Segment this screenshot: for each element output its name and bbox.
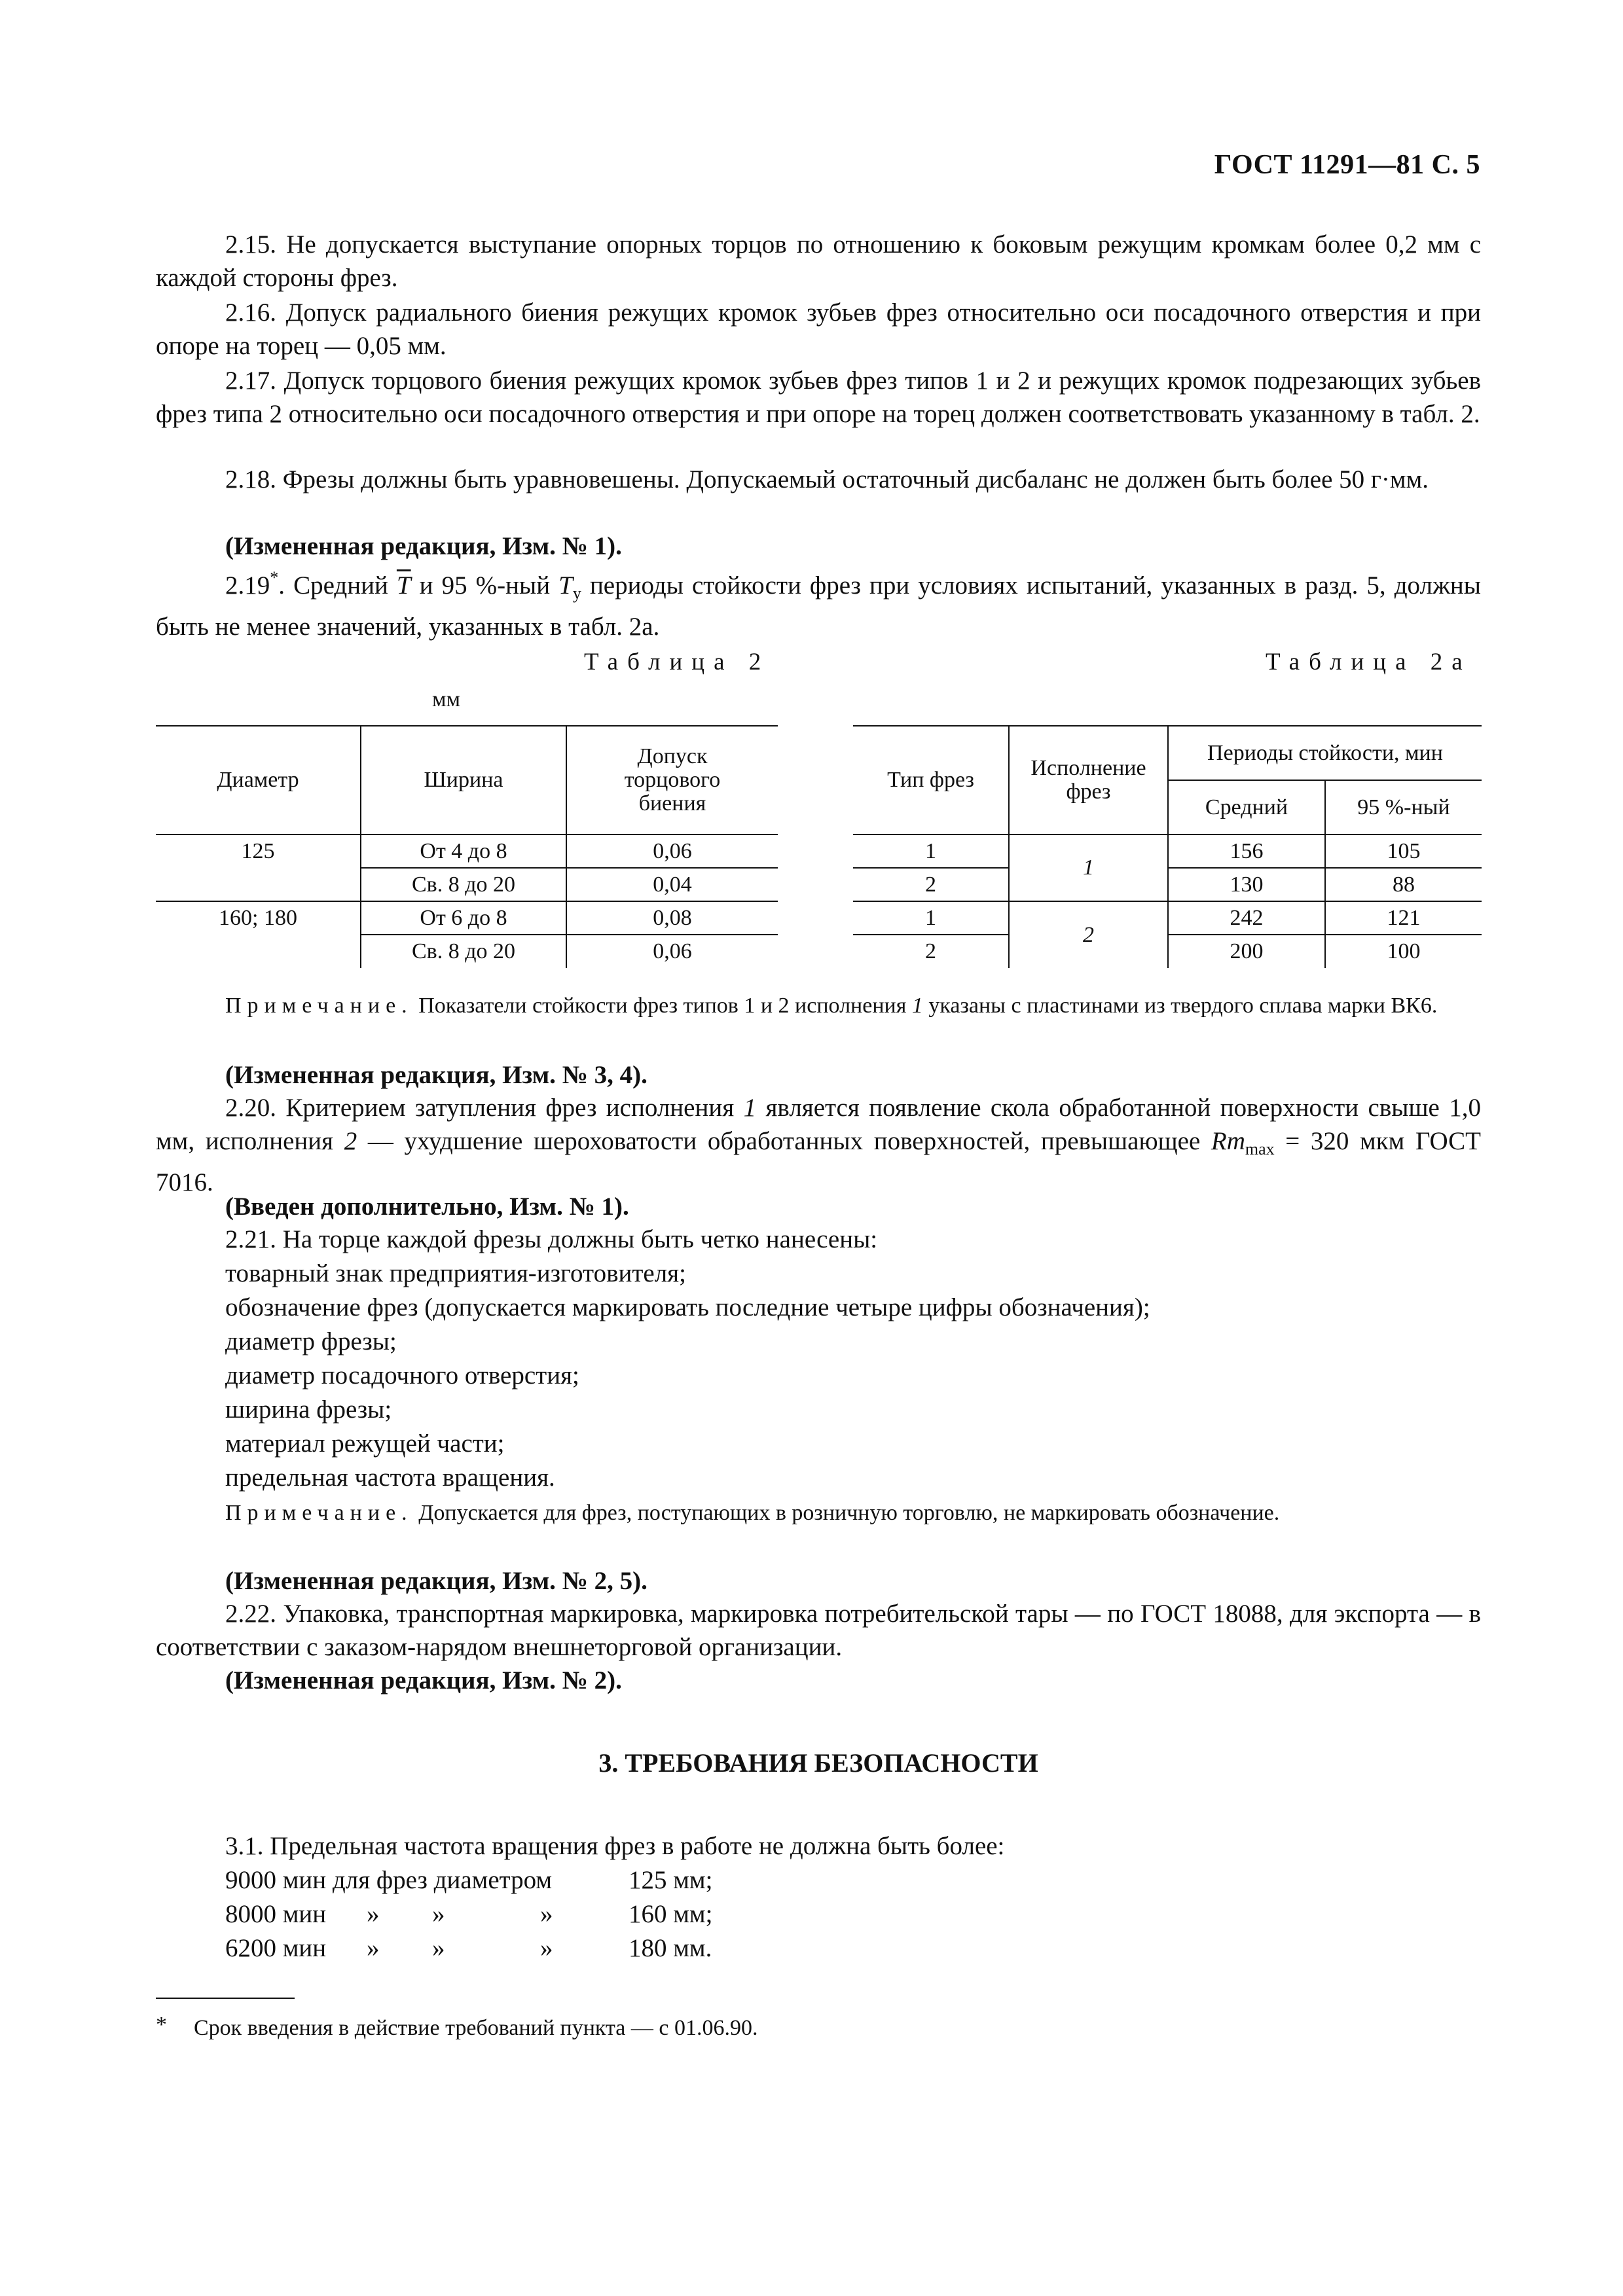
ditto-mark: »	[367, 1934, 380, 1962]
list-item: обозначение фрез (допускается маркировать последние четыре цифры обозначения);	[225, 1293, 1150, 1321]
table-2-caption: Таблица 2	[584, 649, 771, 675]
table-cell: Св. 8 до 20	[361, 935, 566, 968]
table-cell	[156, 935, 361, 968]
clause-3-1: 3.1. Предельная частота вращения фрез в работе не должна быть более:	[225, 1832, 1005, 1860]
section-heading: 3. ТРЕБОВАНИЯ БЕЗОПАСНОСТИ	[598, 1748, 1038, 1778]
amendment-note: (Измененная редакция, Изм. № 2).	[225, 1666, 622, 1695]
clause-2-15: 2.15. Не допускается выступание опорных торцов по отношению к боковым режущим кромкам более 0,2 мм с каждой стороны фрез.	[156, 230, 1481, 292]
table-2	[156, 725, 778, 968]
amendment-note: (Измененная редакция, Изм. № 2, 5).	[225, 1567, 647, 1595]
table-2a-caption: Таблица 2а	[1266, 649, 1472, 675]
speed-diameter: 160 мм;	[629, 1900, 713, 1928]
table-2a-header-type: Тип фрез	[853, 726, 1009, 834]
note-marking: Примечание. Допускается для фрез, поступающих в розничную торговлю, не маркировать обозначение.	[225, 1501, 1280, 1525]
table-cell: 156	[1168, 834, 1325, 868]
table-cell: Св. 8 до 20	[361, 868, 566, 901]
ditto-mark: »	[540, 1934, 553, 1962]
table-cell: 2	[853, 868, 1009, 901]
clause-2-19: 2.19*. Средний $\overline{T}$ и 95 %-ный $T_у$ периоды стойкости фрез при условиях испытаний, указанных в разд. 5, должны быть не менее значений, указанных в табл. 2а.	[156, 568, 1482, 641]
page-header: ГОСТ 11291—81 С. 5	[1214, 150, 1480, 180]
table-cell: 200	[1168, 935, 1325, 968]
ditto-mark: »	[432, 1900, 445, 1928]
note-table-2a: Примечание. Показатели стойкости фрез типов 1 и 2 исполнения 1 указаны с пластинами из твердого сплава марки ВК6.	[225, 994, 1438, 1018]
table-2a-header-execution: Исполнение фрез	[1009, 726, 1168, 834]
footnote-mark: *	[156, 2013, 167, 2037]
table-cell: 0,04	[566, 868, 778, 901]
table-cell: 0,06	[566, 935, 778, 968]
table-2a-header-95: 95 %-ный	[1325, 780, 1482, 834]
speed-row: 8000 мин	[225, 1900, 327, 1928]
table-cell: 105	[1325, 834, 1482, 868]
table-cell: 0,06	[566, 834, 778, 868]
clause-2-22: 2.22. Упаковка, транспортная маркировка, маркировка потребительской тары — по ГОСТ 18088, для экспорта — в соответствии с заказом-нарядом внешнеторговой организации.	[156, 1600, 1481, 1661]
table-cell: От 4 до 8	[361, 834, 566, 868]
table-cell: 2	[1009, 901, 1168, 968]
table-2-header-tolerance: Допуск торцового биения	[566, 726, 778, 834]
table-cell: 242	[1168, 901, 1325, 935]
table-2-unit: мм	[432, 687, 461, 711]
list-item: диаметр посадочного отверстия;	[225, 1361, 579, 1390]
table-cell	[156, 868, 361, 901]
table-cell: 121	[1325, 901, 1482, 935]
ditto-mark: »	[540, 1900, 553, 1928]
table-cell: 130	[1168, 868, 1325, 901]
table-2-header-width: Ширина	[361, 726, 566, 834]
introduced-note: (Введен дополнительно, Изм. № 1).	[225, 1193, 629, 1221]
ditto-mark: »	[367, 1900, 380, 1928]
list-item: ширина фрезы;	[225, 1395, 392, 1424]
table-cell: 88	[1325, 868, 1482, 901]
amendment-note: (Измененная редакция, Изм. № 1).	[225, 532, 622, 560]
clause-2-18: 2.18. Фрезы должны быть уравновешены. Допускаемый остаточный дисбаланс не должен быть более 50 г·мм.	[225, 465, 1429, 493]
list-item: материал режущей части;	[225, 1429, 505, 1458]
table-cell: 100	[1325, 935, 1482, 968]
ditto-mark: »	[432, 1934, 445, 1962]
table-cell: 0,08	[566, 901, 778, 935]
footnote-divider	[156, 1998, 295, 1999]
table-2-header-diameter: Диаметр	[156, 726, 361, 834]
table-2a	[853, 725, 1482, 968]
table-2a-header-periods: Периоды стойкости, мин	[1168, 726, 1482, 780]
speed-diameter: 125 мм;	[629, 1866, 713, 1894]
table-cell: 1	[1009, 834, 1168, 901]
clause-2-21: 2.21. На торце каждой фрезы должны быть четко нанесены:	[225, 1225, 878, 1253]
table-2a-header-mean: Средний	[1168, 780, 1325, 834]
amendment-note: (Измененная редакция, Изм. № 3, 4).	[225, 1061, 647, 1089]
table-cell: 125	[241, 839, 275, 863]
table-cell: От 6 до 8	[361, 901, 566, 935]
clause-2-17: 2.17. Допуск торцового биения режущих кромок зубьев фрез типов 1 и 2 и режущих кромок подрезающих зубьев фрез типа 2 относительно оси посадочного отверстия и при опоре на торец должен соответствовать указанному в табл. 2.	[156, 367, 1481, 428]
footnote-text: Срок введения в действие требований пункта — с 01.06.90.	[194, 2016, 758, 2040]
clause-2-16: 2.16. Допуск радиального биения режущих кромок зубьев фрез относительно оси посадочного отверстия и при опоре на торец — 0,05 мм.	[156, 298, 1481, 360]
list-item: диаметр фрезы;	[225, 1327, 397, 1355]
table-cell: 2	[925, 939, 936, 963]
table-cell: 160; 180	[219, 906, 297, 930]
speed-row: 6200 мин	[225, 1934, 327, 1962]
speed-row: 9000 мин для фрез диаметром	[225, 1866, 553, 1894]
table-cell: 1	[853, 834, 1009, 868]
list-item: предельная частота вращения.	[225, 1463, 555, 1492]
table-cell: 1	[853, 901, 1009, 935]
list-item: товарный знак предприятия-изготовителя;	[225, 1259, 686, 1287]
clause-2-20: 2.20. Критерием затупления фрез исполнения 1 является появление скола обработанной поверхности свыше 1,0 мм, исполнения 2 — ухудшение шероховатости обработанных поверхностей, превышающее $Rm_{max} = 320$ мкм ГОСТ 7016.	[156, 1094, 1482, 1196]
speed-diameter: 180 мм.	[629, 1934, 712, 1962]
